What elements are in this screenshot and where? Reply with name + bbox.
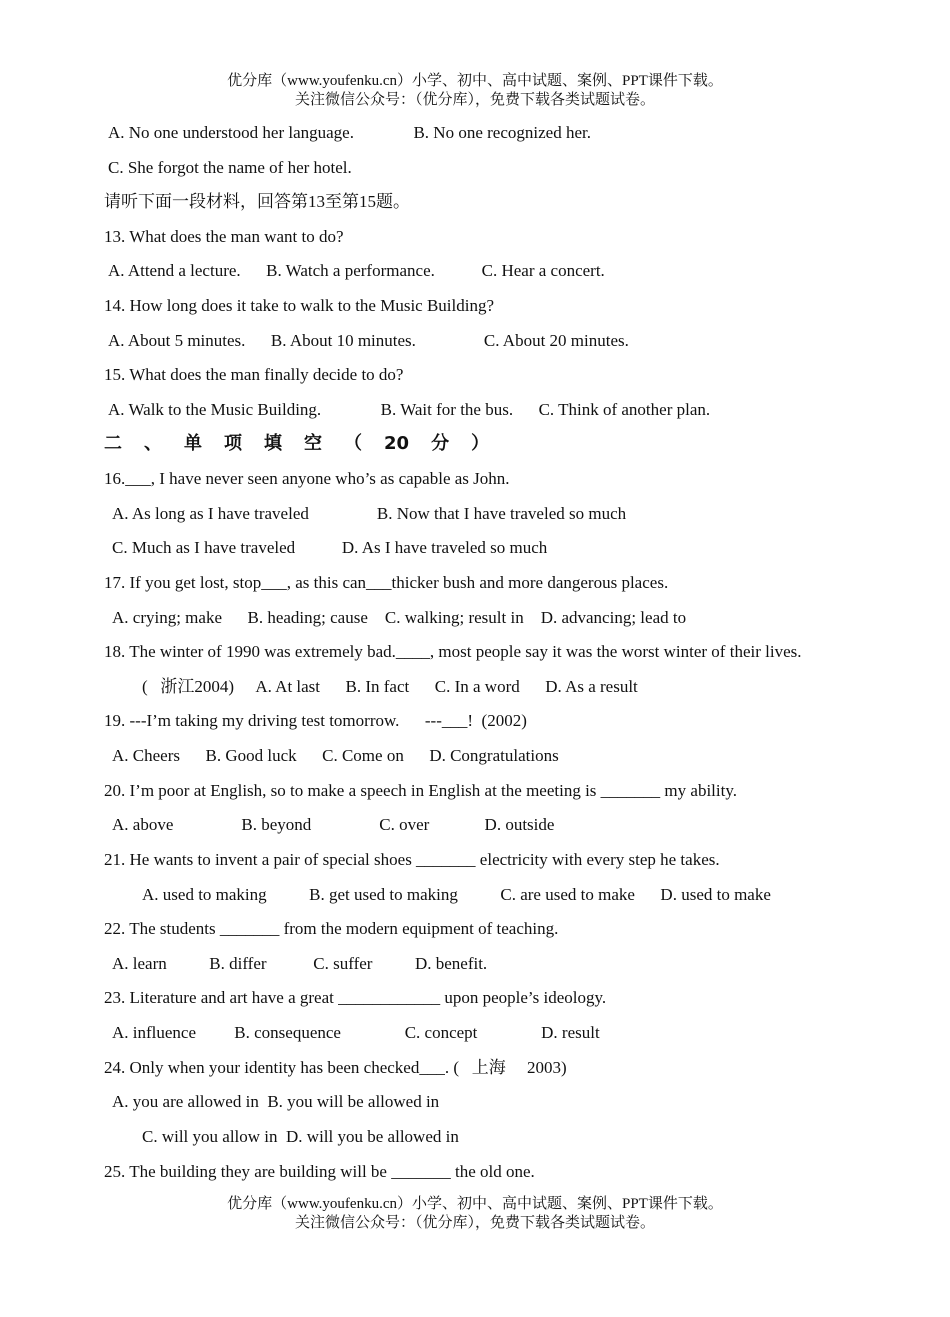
footer-line-1: 优分库（www.youfenku.cn）小学、初中、高中试题、案例、PPT课件下载。 (227, 1196, 723, 1212)
text-line: C. Much as I have traveled D. As I have traveled so much (112, 538, 548, 557)
text-line: 24. Only when your identity has been checked___. ( 上海 2003) (104, 1058, 567, 1077)
text-line: C. She forgot the name of her hotel. (108, 158, 352, 177)
text-line: A. Walk to the Music Building. B. Wait for the bus. C. Think of another plan. (108, 400, 711, 419)
section-heading-char: （ (344, 433, 362, 454)
text-line: A. As long as I have traveled B. Now that I have traveled so much (112, 504, 627, 523)
section-heading-char: 、 (144, 433, 162, 454)
text-line: 19. ---I’m taking my driving test tomorrow. ---___! (2002) (104, 711, 527, 730)
text-line: 21. He wants to invent a pair of special shoes _______ electricity with every step he takes. (104, 850, 720, 869)
text-line: 13. What does the man want to do? (104, 227, 344, 246)
header-line-2: 关注微信公众号：（优分库），免费下载各类试题试卷。 (294, 92, 655, 108)
text-line: 23. Literature and art have a great ____________ upon people’s ideology. (104, 988, 607, 1007)
text-line: A. above B. beyond C. over D. outside (112, 815, 555, 834)
text-line: 18. The winter of 1990 was extremely bad.____, most people say it was the worst winter of their lives. (104, 642, 802, 661)
text-line: 20. I’m poor at English, so to make a speech in English at the meeting is _______ my ability. (104, 781, 737, 800)
section-heading-char: ） (471, 433, 490, 454)
text-line: A. About 5 minutes. B. About 10 minutes. C. About 20 minutes. (108, 331, 629, 350)
text-line: A. learn B. differ C. suffer D. benefit. (112, 954, 488, 973)
page-header (0, 72, 950, 110)
page-footer (0, 1195, 950, 1233)
text-line: A. crying; make B. heading; cause C. walking; result in D. advancing; lead to (112, 608, 687, 627)
text-line: 25. The building they are building will be _______ the old one. (104, 1162, 535, 1181)
text-line: 14. How long does it take to walk to the Music Building? (104, 296, 495, 315)
text-line: 16.___, I have never seen anyone who’s as capable as John. (104, 469, 510, 488)
section-heading-char: 项 (224, 433, 242, 454)
text-line: A. Attend a lecture. B. Watch a performance. C. Hear a concert. (108, 261, 605, 280)
section-heading-char: 填 (264, 433, 282, 454)
text-line: A. Cheers B. Good luck C. Come on D. Congratulations (112, 746, 559, 765)
text-line: 17. If you get lost, stop___, as this can___thicker bush and more dangerous places. (104, 573, 669, 592)
text-line: 请听下面一段材料，回答第13至第15题。 (104, 192, 410, 211)
section-heading (104, 432, 511, 456)
section-heading-char: 单 (184, 433, 202, 454)
text-line: A. influence B. consequence C. concept D. result (112, 1023, 600, 1042)
section-heading-char: 二 (104, 433, 122, 454)
text-line: C. will you allow in D. will you be allowed in (142, 1127, 459, 1146)
section-heading-char: 分 (431, 433, 450, 454)
section-heading-char: 20 (384, 433, 410, 454)
text-line: A. you are allowed in B. you will be allowed in (112, 1092, 440, 1111)
text-line: A. used to making B. get used to making C. are used to make D. used to make (142, 885, 771, 904)
text-line: A. No one understood her language. B. No one recognized her. (108, 123, 591, 142)
text-line: ( 浙江2004) A. At last B. In fact C. In a word D. As a result (142, 677, 638, 696)
text-line: 15. What does the man finally decide to do? (104, 365, 404, 384)
footer-line-2: 关注微信公众号：（优分库），免费下载各类试题试卷。 (294, 1215, 655, 1231)
text-line: 22. The students _______ from the modern equipment of teaching. (104, 919, 559, 938)
header-line-1: 优分库（www.youfenku.cn）小学、初中、高中试题、案例、PPT课件下载。 (227, 73, 723, 89)
section-heading-char: 空 (304, 433, 322, 454)
